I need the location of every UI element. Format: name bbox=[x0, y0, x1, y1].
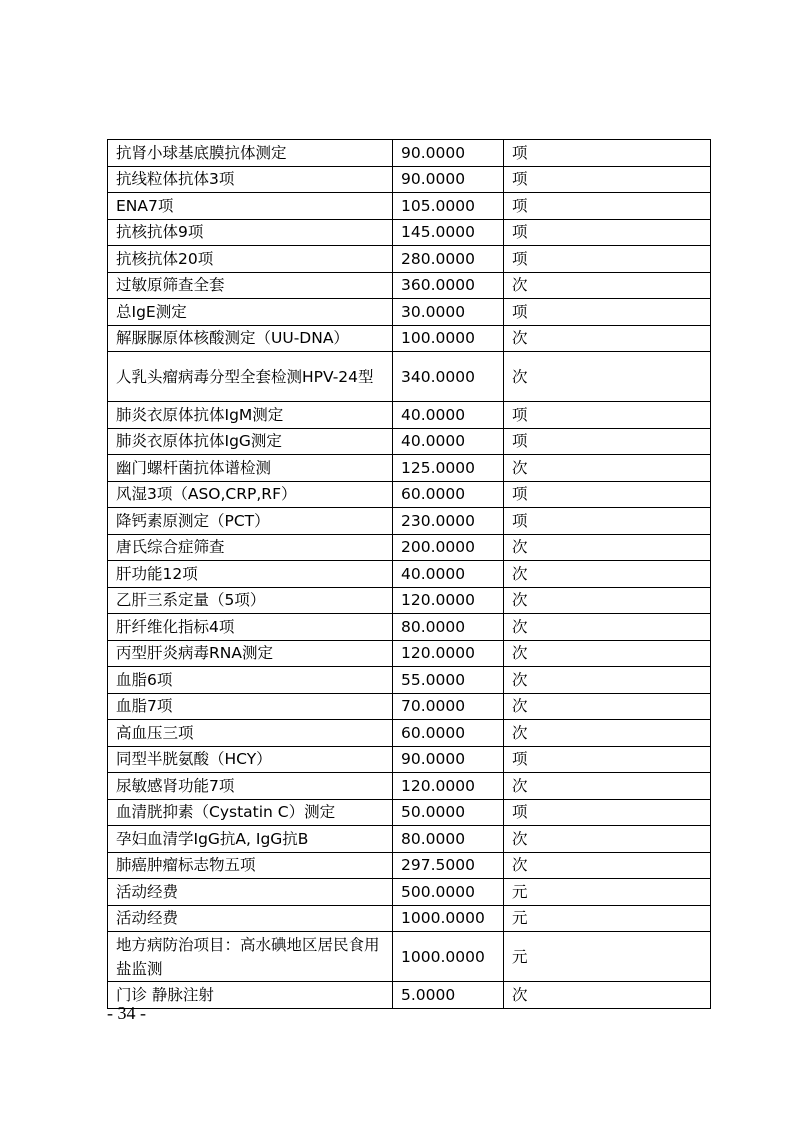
price-cell: 90.0000 bbox=[393, 166, 504, 193]
price-cell: 30.0000 bbox=[393, 299, 504, 326]
unit-cell: 次 bbox=[504, 982, 711, 1009]
unit-cell: 次 bbox=[504, 352, 711, 402]
item-name-cell: 降钙素原测定（PCT） bbox=[108, 508, 393, 535]
item-name-cell: 尿敏感肾功能7项 bbox=[108, 773, 393, 800]
item-name-cell: 活动经费 bbox=[108, 905, 393, 932]
price-cell: 5.0000 bbox=[393, 982, 504, 1009]
table-row bbox=[108, 193, 711, 220]
table-row bbox=[108, 826, 711, 853]
price-cell: 280.0000 bbox=[393, 246, 504, 273]
price-cell: 80.0000 bbox=[393, 614, 504, 641]
price-cell: 100.0000 bbox=[393, 325, 504, 352]
item-name-cell: 血清胱抑素（Cystatin C）测定 bbox=[108, 799, 393, 826]
unit-cell: 次 bbox=[504, 693, 711, 720]
table-row bbox=[108, 879, 711, 906]
table-row bbox=[108, 799, 711, 826]
fee-table-body bbox=[108, 140, 711, 1009]
table-row bbox=[108, 325, 711, 352]
table-row bbox=[108, 640, 711, 667]
table-row bbox=[108, 587, 711, 614]
price-cell: 120.0000 bbox=[393, 773, 504, 800]
item-name-cell: 丙型肝炎病毒RNA测定 bbox=[108, 640, 393, 667]
item-name-cell: 肝功能12项 bbox=[108, 561, 393, 588]
price-cell: 500.0000 bbox=[393, 879, 504, 906]
unit-cell: 项 bbox=[504, 219, 711, 246]
price-cell: 1000.0000 bbox=[393, 932, 504, 982]
price-cell: 40.0000 bbox=[393, 402, 504, 429]
unit-cell: 次 bbox=[504, 534, 711, 561]
item-name-cell: 解脲脲原体核酸测定（UU-DNA） bbox=[108, 325, 393, 352]
unit-cell: 次 bbox=[504, 325, 711, 352]
item-name-cell: 人乳头瘤病毒分型全套检测HPV-24型 bbox=[108, 352, 393, 402]
price-cell: 90.0000 bbox=[393, 746, 504, 773]
item-name-cell: 血脂7项 bbox=[108, 693, 393, 720]
price-cell: 297.5000 bbox=[393, 852, 504, 879]
table-row bbox=[108, 534, 711, 561]
unit-cell: 项 bbox=[504, 508, 711, 535]
price-cell: 60.0000 bbox=[393, 720, 504, 747]
unit-cell: 元 bbox=[504, 932, 711, 982]
table-row bbox=[108, 614, 711, 641]
price-cell: 340.0000 bbox=[393, 352, 504, 402]
table-row bbox=[108, 667, 711, 694]
price-cell: 145.0000 bbox=[393, 219, 504, 246]
unit-cell: 项 bbox=[504, 140, 711, 167]
item-name-cell: 门诊 静脉注射 bbox=[108, 982, 393, 1009]
table-row bbox=[108, 272, 711, 299]
table-row bbox=[108, 455, 711, 482]
table-row bbox=[108, 905, 711, 932]
item-name-cell: ENA7项 bbox=[108, 193, 393, 220]
table-row bbox=[108, 402, 711, 429]
table-row bbox=[108, 352, 711, 402]
item-name-cell: 高血压三项 bbox=[108, 720, 393, 747]
table-row bbox=[108, 246, 711, 273]
item-name-cell: 孕妇血清学IgG抗A, IgG抗B bbox=[108, 826, 393, 853]
table-row bbox=[108, 166, 711, 193]
price-cell: 120.0000 bbox=[393, 587, 504, 614]
unit-cell: 项 bbox=[504, 166, 711, 193]
table-row bbox=[108, 932, 711, 982]
table-row bbox=[108, 982, 711, 1009]
table-row bbox=[108, 693, 711, 720]
price-cell: 55.0000 bbox=[393, 667, 504, 694]
unit-cell: 项 bbox=[504, 428, 711, 455]
price-cell: 40.0000 bbox=[393, 561, 504, 588]
unit-cell: 次 bbox=[504, 773, 711, 800]
unit-cell: 项 bbox=[504, 246, 711, 273]
price-cell: 1000.0000 bbox=[393, 905, 504, 932]
item-name-cell: 肺炎衣原体抗体IgM测定 bbox=[108, 402, 393, 429]
table-row bbox=[108, 219, 711, 246]
item-name-cell: 地方病防治项目：高水碘地区居民食用盐监测 bbox=[108, 932, 393, 982]
table-row bbox=[108, 720, 711, 747]
price-cell: 105.0000 bbox=[393, 193, 504, 220]
table-row bbox=[108, 746, 711, 773]
unit-cell: 次 bbox=[504, 826, 711, 853]
price-cell: 60.0000 bbox=[393, 481, 504, 508]
item-name-cell: 唐氏综合症筛查 bbox=[108, 534, 393, 561]
item-name-cell: 同型半胱氨酸（HCY） bbox=[108, 746, 393, 773]
unit-cell: 次 bbox=[504, 455, 711, 482]
item-name-cell: 乙肝三系定量（5项） bbox=[108, 587, 393, 614]
table-row bbox=[108, 140, 711, 167]
table-row bbox=[108, 508, 711, 535]
page-number: - 34 - bbox=[107, 1003, 146, 1023]
unit-cell: 元 bbox=[504, 879, 711, 906]
item-name-cell: 风湿3项（ASO,CRP,RF） bbox=[108, 481, 393, 508]
item-name-cell: 活动经费 bbox=[108, 879, 393, 906]
table-row bbox=[108, 481, 711, 508]
item-name-cell: 抗肾小球基底膜抗体测定 bbox=[108, 140, 393, 167]
item-name-cell: 肺炎衣原体抗体IgG测定 bbox=[108, 428, 393, 455]
table-row bbox=[108, 428, 711, 455]
unit-cell: 元 bbox=[504, 905, 711, 932]
unit-cell: 项 bbox=[504, 402, 711, 429]
price-cell: 125.0000 bbox=[393, 455, 504, 482]
unit-cell: 次 bbox=[504, 720, 711, 747]
price-cell: 360.0000 bbox=[393, 272, 504, 299]
item-name-cell: 抗核抗体9项 bbox=[108, 219, 393, 246]
unit-cell: 次 bbox=[504, 667, 711, 694]
price-cell: 80.0000 bbox=[393, 826, 504, 853]
table-row bbox=[108, 299, 711, 326]
unit-cell: 次 bbox=[504, 614, 711, 641]
item-name-cell: 过敏原筛查全套 bbox=[108, 272, 393, 299]
unit-cell: 项 bbox=[504, 746, 711, 773]
price-cell: 70.0000 bbox=[393, 693, 504, 720]
price-cell: 120.0000 bbox=[393, 640, 504, 667]
unit-cell: 次 bbox=[504, 640, 711, 667]
item-name-cell: 肺癌肿瘤标志物五项 bbox=[108, 852, 393, 879]
price-cell: 50.0000 bbox=[393, 799, 504, 826]
table-row bbox=[108, 561, 711, 588]
unit-cell: 项 bbox=[504, 481, 711, 508]
item-name-cell: 抗核抗体20项 bbox=[108, 246, 393, 273]
table-row bbox=[108, 852, 711, 879]
item-name-cell: 血脂6项 bbox=[108, 667, 393, 694]
price-cell: 230.0000 bbox=[393, 508, 504, 535]
price-cell: 90.0000 bbox=[393, 140, 504, 167]
unit-cell: 次 bbox=[504, 272, 711, 299]
fee-table bbox=[107, 139, 711, 1009]
unit-cell: 次 bbox=[504, 587, 711, 614]
unit-cell: 次 bbox=[504, 561, 711, 588]
table-row bbox=[108, 773, 711, 800]
item-name-cell: 肝纤维化指标4项 bbox=[108, 614, 393, 641]
item-name-cell: 总IgE测定 bbox=[108, 299, 393, 326]
unit-cell: 次 bbox=[504, 852, 711, 879]
item-name-cell: 抗线粒体抗体3项 bbox=[108, 166, 393, 193]
unit-cell: 项 bbox=[504, 299, 711, 326]
price-cell: 200.0000 bbox=[393, 534, 504, 561]
unit-cell: 项 bbox=[504, 193, 711, 220]
price-cell: 40.0000 bbox=[393, 428, 504, 455]
item-name-cell: 幽门螺杆菌抗体谱检测 bbox=[108, 455, 393, 482]
unit-cell: 项 bbox=[504, 799, 711, 826]
